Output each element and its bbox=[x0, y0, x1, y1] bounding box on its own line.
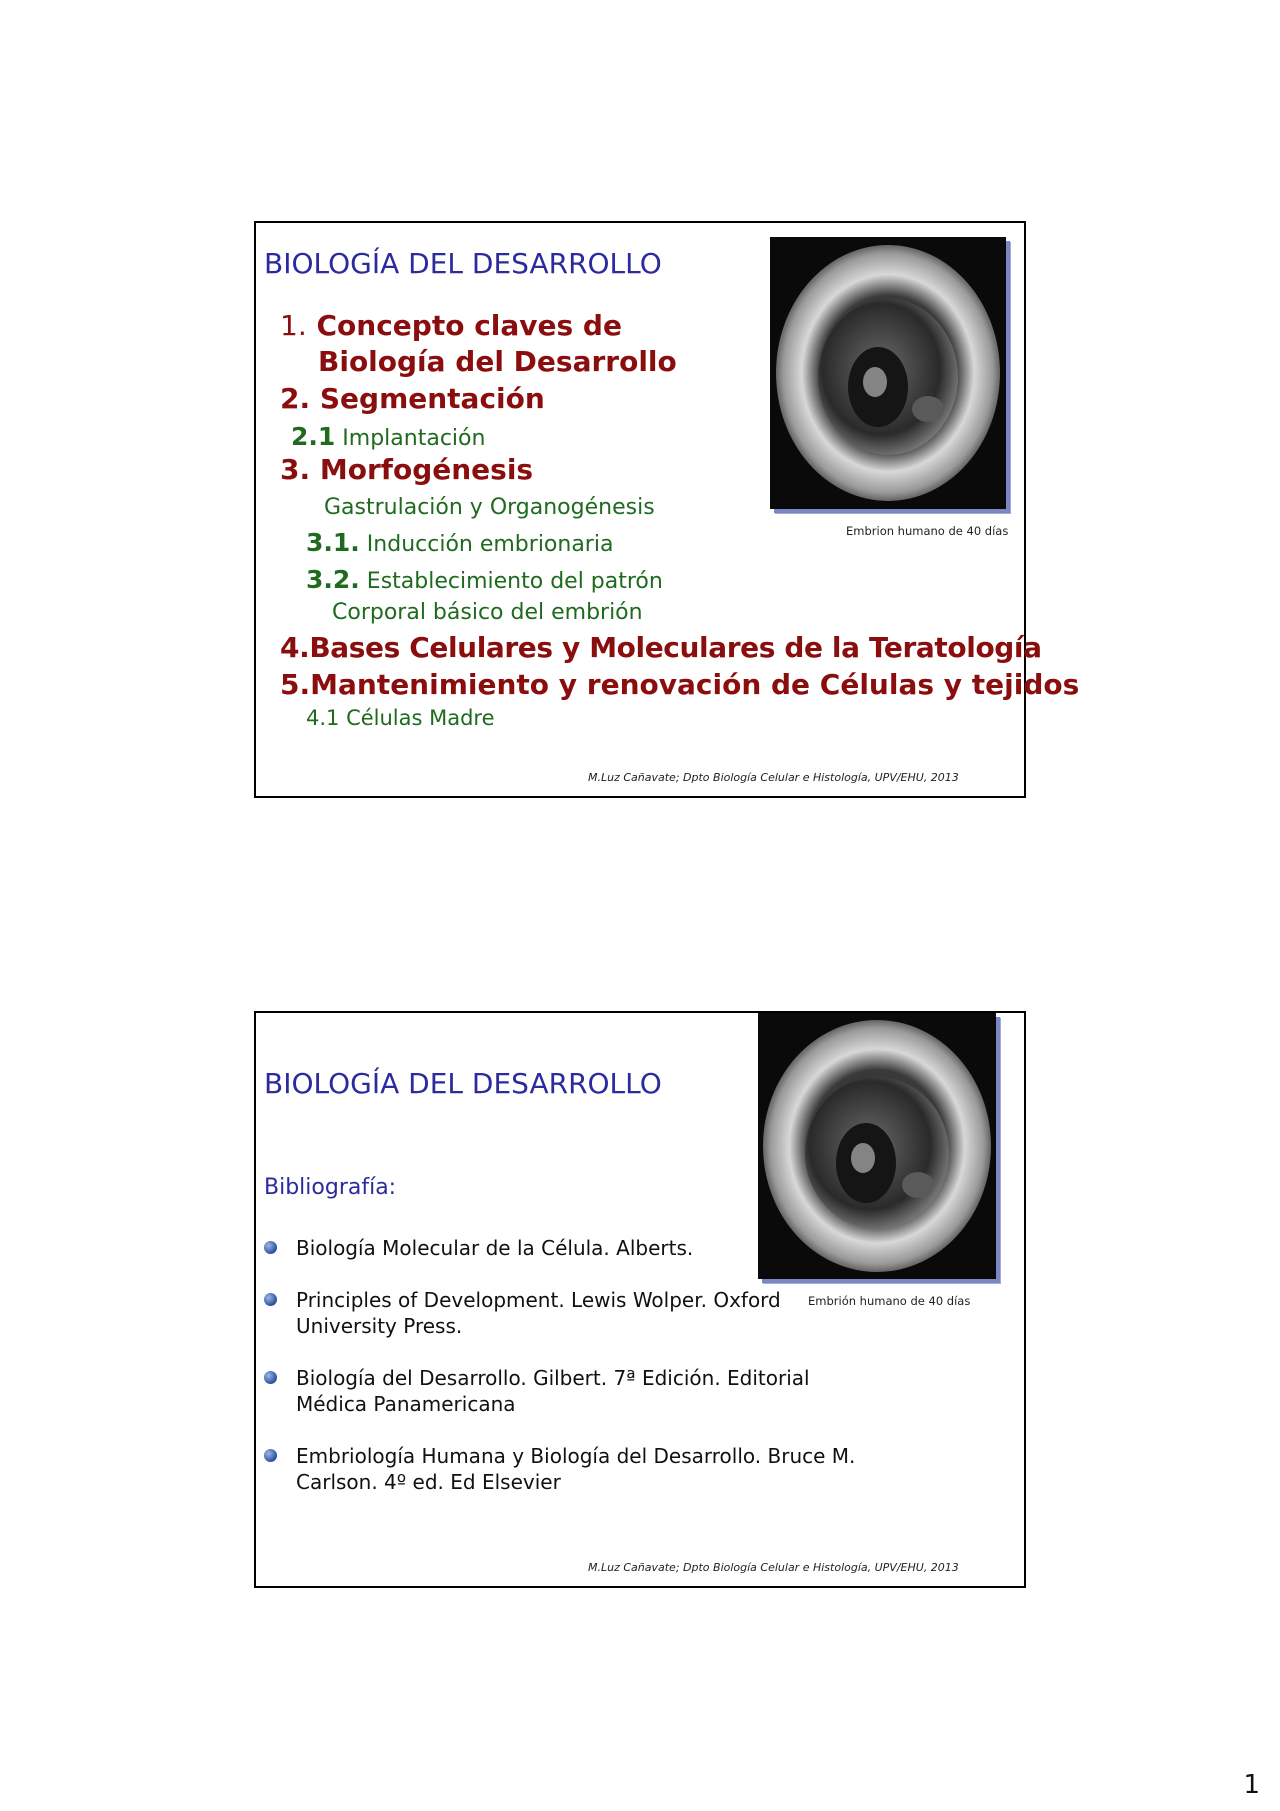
reference-item bbox=[264, 1365, 810, 1417]
embryo-image-caption: Embrion humano de 40 días bbox=[846, 524, 1009, 538]
outline-item-3-2 bbox=[306, 565, 663, 594]
reference-item bbox=[264, 1443, 855, 1495]
outline-item-1-number: 1. bbox=[280, 309, 307, 342]
reference-item bbox=[264, 1287, 781, 1339]
reference-text: Embriología Humana y Biología del Desarrollo. Bruce M. Carlson. 4º ed. Ed Elsevier bbox=[296, 1444, 856, 1494]
embryo-image bbox=[758, 1013, 996, 1279]
slide-2 bbox=[254, 1011, 1026, 1588]
outline-item-1-text: Concepto claves de bbox=[316, 309, 622, 342]
bullet-icon bbox=[264, 1449, 277, 1462]
bullet-icon bbox=[264, 1241, 277, 1254]
outline-item-2-1-number: 2.1 bbox=[291, 422, 336, 451]
bullet-icon bbox=[264, 1293, 277, 1306]
outline-item-5-1: 4.1 Células Madre bbox=[306, 706, 495, 730]
slide-1-credit: M.Luz Cañavate; Dpto Biología Celular e Histología, UPV/EHU, 2013 bbox=[588, 771, 959, 784]
outline-item-3: 3. Morfogénesis bbox=[280, 453, 534, 486]
outline-item-3-1-number: 3.1. bbox=[306, 528, 360, 557]
outline-item-2-1 bbox=[291, 422, 485, 451]
bibliography-heading: Bibliografía: bbox=[264, 1175, 397, 1200]
reference-item bbox=[264, 1235, 693, 1261]
embryo-image bbox=[770, 237, 1006, 509]
outline-item-3-sub: Gastrulación y Organogénesis bbox=[324, 495, 655, 520]
slide-2-credit: M.Luz Cañavate; Dpto Biología Celular e Histología, UPV/EHU, 2013 bbox=[588, 1561, 959, 1574]
outline-item-3-1 bbox=[306, 528, 613, 557]
outline-item-4: 4.Bases Celulares y Moleculares de la Teratología bbox=[280, 631, 1042, 664]
outline-item-3-1-text: Inducción embrionaria bbox=[366, 532, 614, 557]
reference-text: Biología Molecular de la Célula. Alberts. bbox=[296, 1236, 694, 1260]
embryo-image-caption: Embrión humano de 40 días bbox=[808, 1294, 971, 1308]
bullet-icon bbox=[264, 1371, 277, 1384]
slide-1 bbox=[254, 221, 1080, 798]
outline-item-2: 2. Segmentación bbox=[280, 382, 545, 415]
outline-item-2-1-text: Implantación bbox=[342, 426, 486, 451]
outline-item-3-2-number: 3.2. bbox=[306, 565, 360, 594]
page-number: 1 bbox=[1243, 1770, 1260, 1800]
reference-text: Principles of Development. Lewis Wolper. Oxford University Press. bbox=[296, 1288, 781, 1338]
outline-item-1 bbox=[280, 309, 622, 342]
outline-item-1-cont: Biología del Desarrollo bbox=[318, 345, 677, 378]
slide-1-title: BIOLOGÍA DEL DESARROLLO bbox=[264, 247, 662, 280]
outline-item-3-2-text: Establecimiento del patrón bbox=[366, 569, 663, 594]
outline-item-3-2-cont: Corporal básico del embrión bbox=[332, 600, 643, 625]
outline-item-5: 5.Mantenimiento y renovación de Células y tejidos bbox=[280, 668, 1080, 701]
reference-text: Biología del Desarrollo. Gilbert. 7ª Edición. Editorial Médica Panamericana bbox=[296, 1366, 810, 1416]
slide-2-title: BIOLOGÍA DEL DESARROLLO bbox=[264, 1067, 662, 1100]
